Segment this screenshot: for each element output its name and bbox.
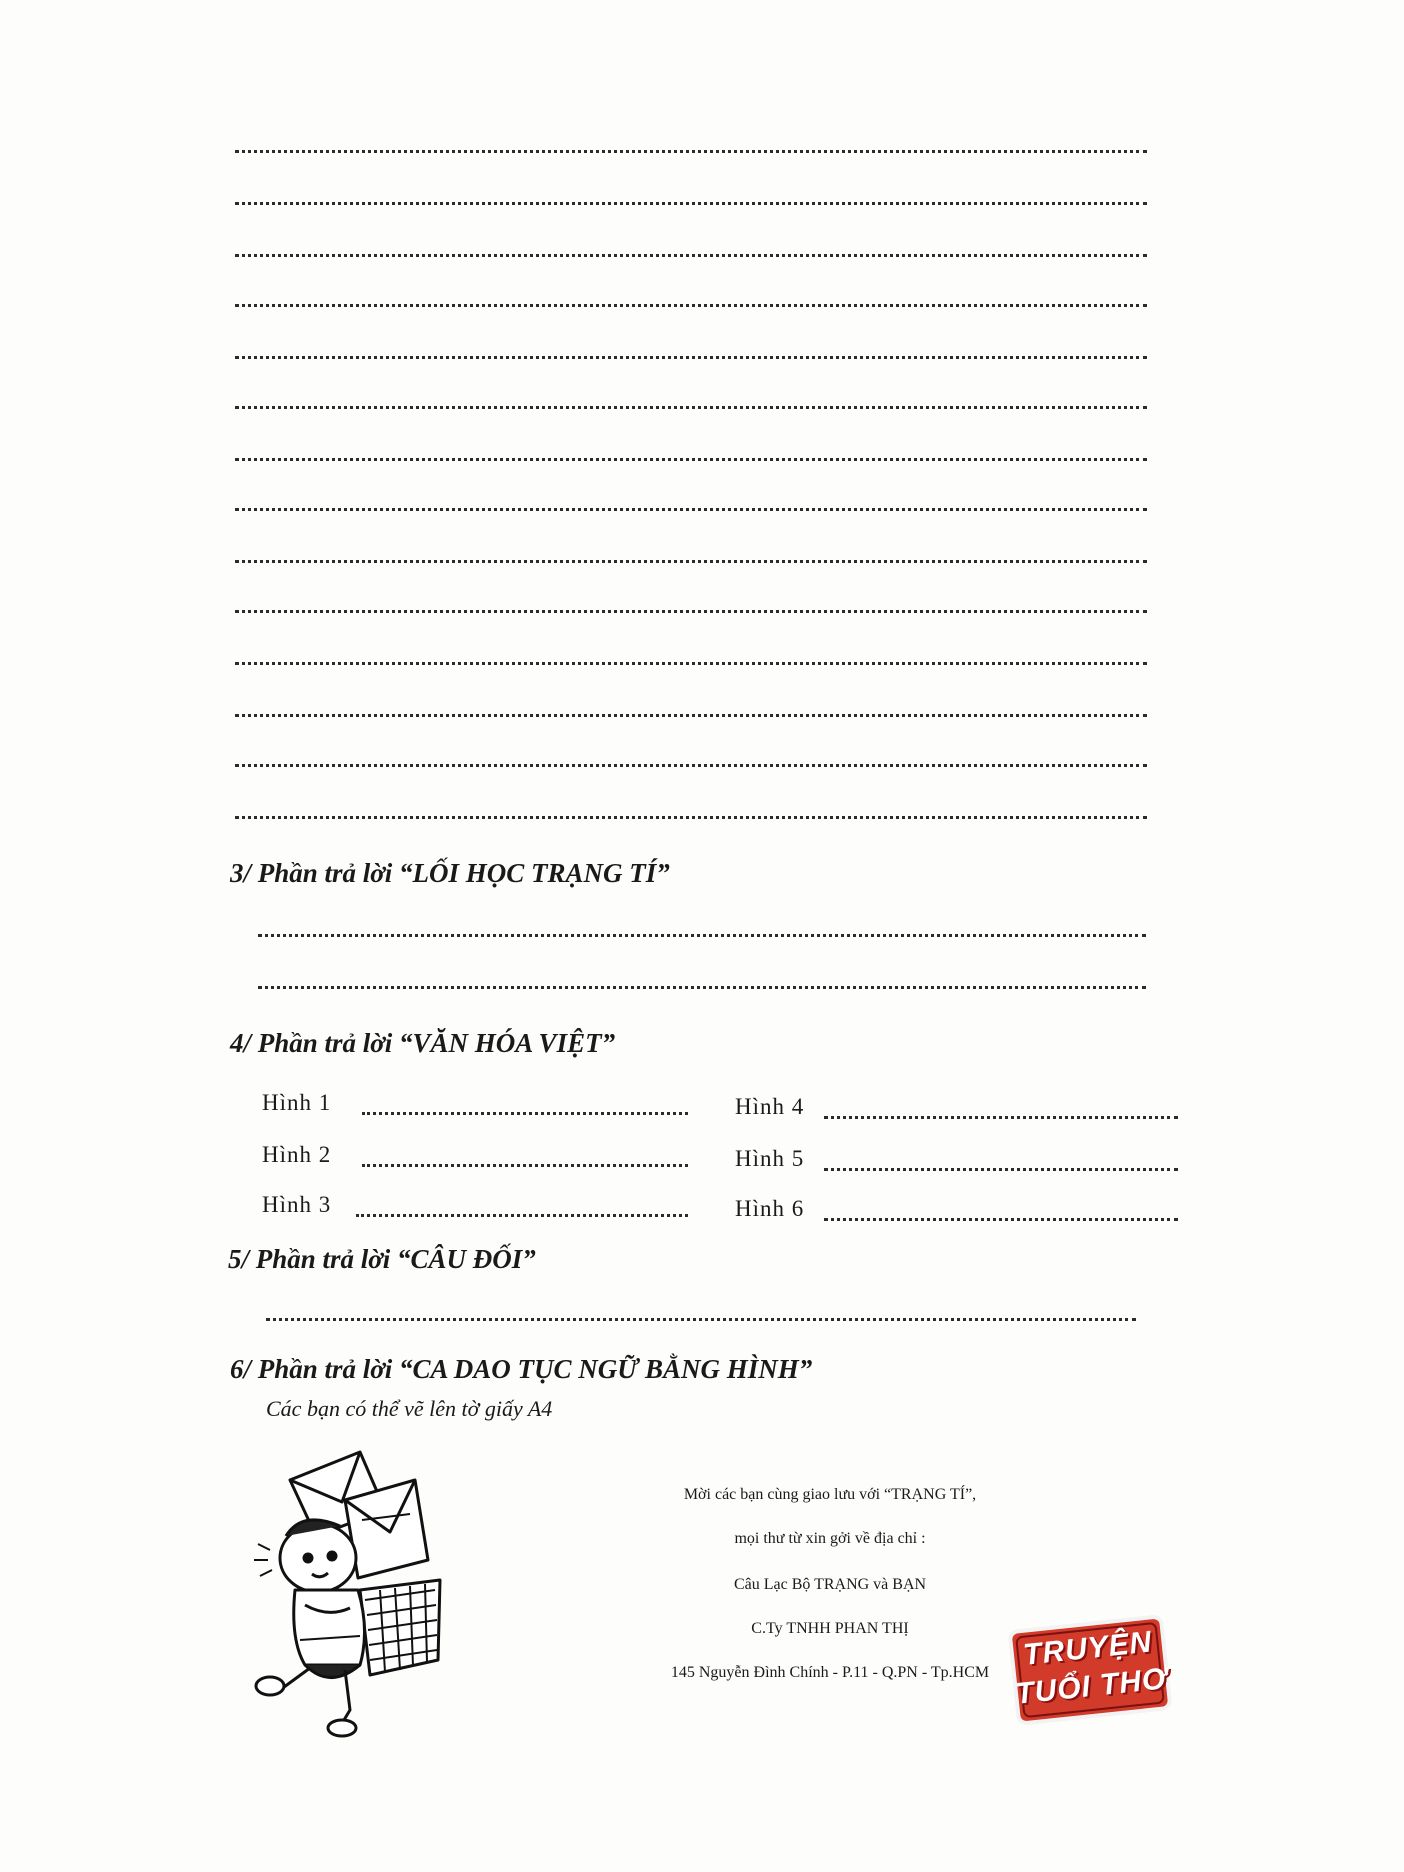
figure-4-answer-line[interactable] [824,1116,1178,1119]
section-5-answer-line[interactable] [266,1318,1136,1321]
section-3-answer-line[interactable] [258,986,1146,989]
answer-line[interactable] [235,202,1147,205]
figure-3-label: Hình 3 [262,1192,332,1217]
answer-line[interactable] [235,560,1147,563]
answer-line[interactable] [235,816,1147,819]
answer-line[interactable] [235,254,1147,257]
figure-2-label: Hình 2 [262,1142,332,1167]
section-6-title: 6/ Phần trả lời “CA DAO TỤC NGỮ BẰNG HÌNH” [230,1354,813,1384]
answer-line[interactable] [235,458,1147,461]
section-6-note: Các bạn có thể vẽ lên tờ giấy A4 [266,1396,553,1421]
answer-line[interactable] [235,610,1147,613]
answer-line[interactable] [235,150,1147,153]
stamp-line-1: TRUYỆN [1021,1625,1154,1672]
figure-5-label: Hình 5 [735,1146,805,1171]
answer-line[interactable] [235,304,1147,307]
section-4-title: 4/ Phần trả lời “VĂN HÓA VIỆT” [230,1028,616,1058]
figure-6-answer-line[interactable] [824,1218,1178,1221]
figure-1-label: Hình 1 [262,1090,332,1115]
figure-2-answer-line[interactable] [362,1164,688,1167]
answer-line[interactable] [235,406,1147,409]
company-name: C.Ty TNHH PHAN THỊ [751,1620,909,1637]
club-name: Câu Lạc Bộ TRẠNG và BẠN [733,1576,927,1593]
figure-5-answer-line[interactable] [824,1168,1178,1171]
contact-invitation: Mời các bạn cùng giao lưu với “TRẠNG TÍ”, [683,1486,977,1503]
figure-4-label: Hình 4 [735,1094,805,1119]
figure-3-answer-line[interactable] [356,1214,688,1217]
mailing-address: 145 Nguyễn Đình Chính - P.11 - Q.PN - Tp.HCM [670,1664,990,1681]
answer-line[interactable] [235,508,1147,511]
answer-line[interactable] [235,662,1147,665]
figure-1-answer-line[interactable] [362,1112,688,1115]
answer-line[interactable] [235,764,1147,767]
stamp-line-2: TUỔI THƠ [1013,1661,1170,1711]
section-5-title: 5/ Phần trả lời “CÂU ĐỐI” [228,1244,536,1274]
section-3-title: 3/ Phần trả lời “LỐI HỌC TRẠNG TÍ” [230,858,670,888]
figure-6-label: Hình 6 [735,1196,805,1221]
contact-instruction: mọi thư từ xin gởi về địa chỉ : [734,1530,926,1547]
answer-line[interactable] [235,714,1147,717]
truyen-tuoi-tho-watermark-logo [1005,1612,1175,1728]
trang-ti-mascot-illustration [250,1440,482,1740]
answer-line[interactable] [235,356,1147,359]
section-3-answer-line[interactable] [258,934,1146,937]
